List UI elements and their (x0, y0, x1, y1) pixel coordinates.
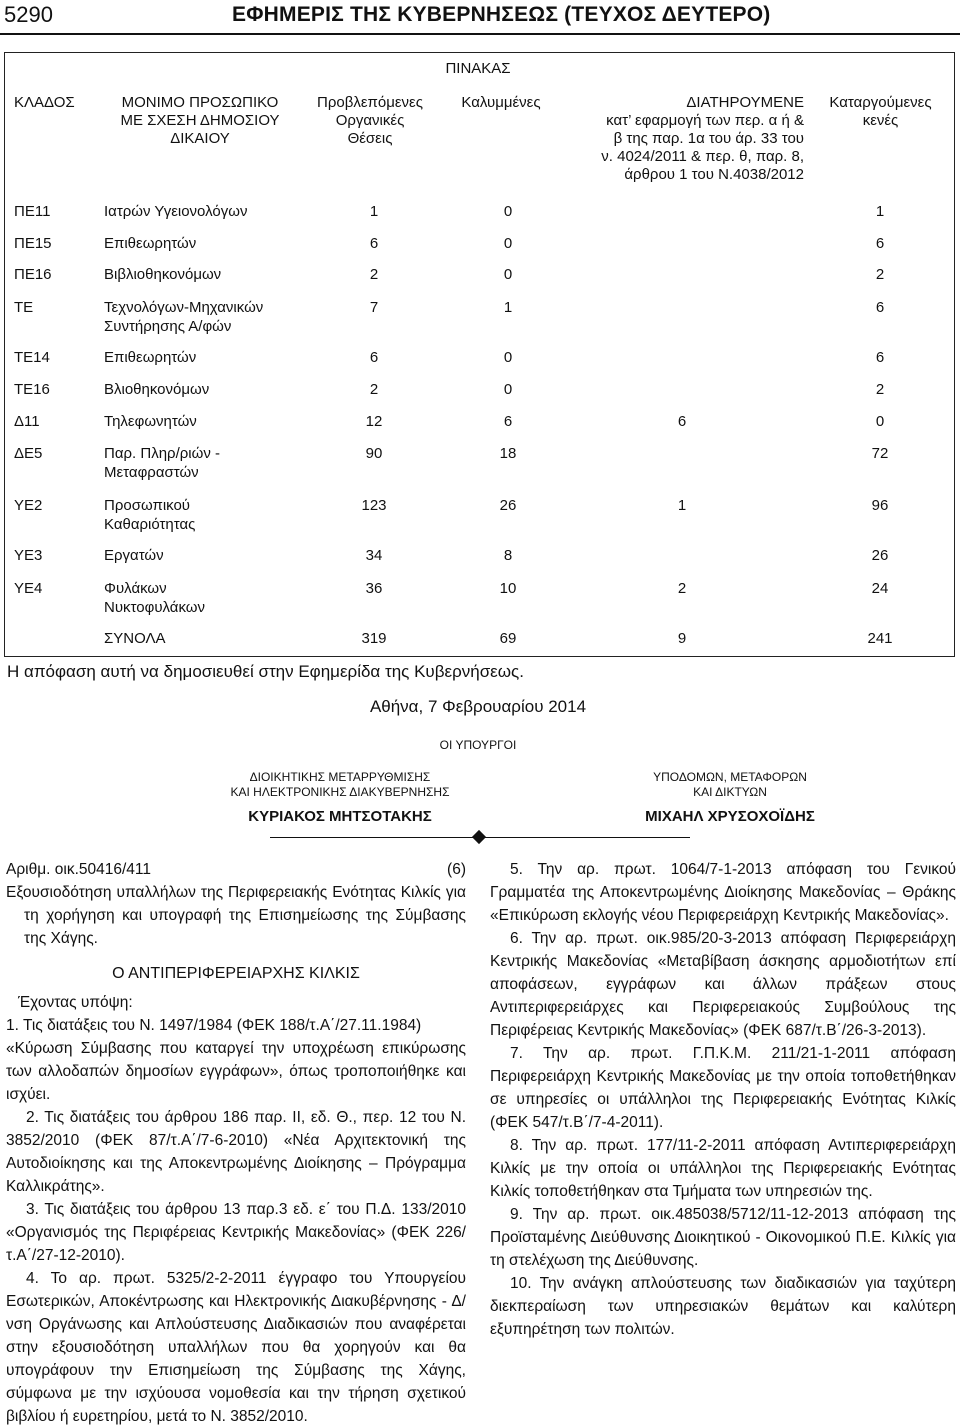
col-header-filled: Καλυμμένες (461, 94, 541, 111)
row-code: ΥΕ4 (14, 580, 43, 597)
paragraph-1b: «Κύρωση Σύμβασης που καταργεί την υποχρέωση επικύρωσης των αλλοδαπών δημοσίων εγγράφων», όπως τροποποιήθηκε και ισχύει. (6, 1040, 466, 1103)
row-abolished: 1 (875, 203, 885, 220)
row-code: ΠΕ11 (14, 203, 51, 220)
col-header-staff: ΜΟΝΙΜΟ ΠΡΟΣΩΠΙΚΟ ΜΕ ΣΧΕΣΗ ΔΗΜΟΣΙΟΥ ΔΙΚΑΙΟΥ (120, 94, 280, 147)
signature-block-left: ΔΙΟΙΚΗΤΙΚΗΣ ΜΕΤΑΡΡΥΘΜΙΣΗΣ ΚΑΙ ΗΛΕΚΤΡΟΝΙΚΗΣ ΔΙΑΚΥΒΕΡΝΗΣΗΣ ΚΥΡΙΑΚΟΣ ΜΗΤΣΟΤΑΚΗΣ (160, 770, 520, 825)
row-abolished: 6 (875, 349, 885, 366)
row-name: Τεχνολόγων-Μηχανικών Συντήρησης Α/φών (104, 299, 264, 335)
row-abolished: 72 (871, 445, 889, 462)
row-name: Βλιοθηκονόμων (104, 381, 210, 398)
col-header-provided: Προβλεπόμενες Οργανικές Θέσεις (317, 94, 423, 147)
row-filled: 8 (503, 547, 513, 564)
gazette-title: ΕΦΗΜΕΡΙΣ ΤΗΣ ΚΥΒΕΡΝΗΣΕΩΣ (ΤΕΥΧΟΣ ΔΕΥΤΕΡΟ) (232, 3, 771, 26)
having-regard: Έχοντας υπόψη: (18, 994, 133, 1011)
table-caption: ΠΙΝΑΚΑΣ (445, 60, 511, 77)
row-abolished: 0 (875, 413, 885, 430)
paragraph-3: 3. Τις διατάξεις του άρθρου 13 παρ.3 εδ. ε΄ του Π.Δ. 133/2010 «Οργανισμός της Περιφέρειας Κεντρικής Μακεδονίας» (ΦΕΚ 226/τ.Α΄/27-12-2010). (6, 1201, 466, 1264)
paragraph-5: 5. Την αρ. πρωτ. 1064/7-1-2013 απόφαση του Γενικού Γραμματέα της Αποκεντρωμένης Διοίκησης Μακεδονίας – Θράκης «Επικύρωση εκλογής νέου Περιφερειάρχη Κεντρικής Μακεδονίας». (490, 861, 956, 924)
row-filled: 0 (503, 381, 513, 398)
row-provided: 34 (365, 547, 383, 564)
row-provided: 2 (369, 266, 379, 283)
row-provided: 6 (369, 235, 379, 252)
page-header (0, 0, 960, 36)
decision-reference: Αριθμ. οικ.50416/411 (6) (6, 861, 466, 878)
place-date: Αθήνα, 7 Φεβρουαρίου 2014 (369, 697, 587, 716)
row-provided: 12 (365, 413, 383, 430)
row-filled: 0 (503, 266, 513, 283)
paragraph-2: 2. Τις διατάξεις του άρθρου 186 παρ. ΙΙ, εδ. Θ., περ. 12 του Ν. 3852/2010 (ΦΕΚ 87/τ.Α΄/7-6-2010) «Νέα Αρχιτεκτονική της Αυτοδιοίκησης και της Αποκεντρωμένης Διοίκησης – Πρόγραμμα Καλλικράτης». (6, 1109, 466, 1195)
row-code: ΤΕ14 (14, 349, 50, 366)
paragraph-4: 4. Το αρ. πρωτ. 5325/2-2-2011 έγγραφο του Υπουργείου Εσωτερικών, Αποκέντρωσης και Ηλεκτρονικής Διακυβέρνησης - Δ/νση Οργάνωσης και Απλούστευσης Διαδικασιών που αναφέρεται στην εξουσιοδότηση υπαλλήλων που θα χορηγούν και θα υπογράφουν την Επισημείωση της Σύμβασης της Χάγης, σύμφωνα με την ισχύουσα νομοθεσία και την τήρηση σχετικού βιβλίου ή ευρετηρίου, μετά το Ν. 3852/2010. (6, 1270, 466, 1425)
row-abolished: 6 (875, 299, 885, 316)
row-name: Παρ. Πληρ/ριών - Μεταφραστών (104, 445, 220, 481)
totals-retained: 9 (677, 630, 687, 647)
signature-block-right: ΥΠΟΔΟΜΩΝ, ΜΕΤΑΦΟΡΩΝ ΚΑΙ ΔΙΚΤΥΩΝ ΜΙΧΑΗΛ ΧΡΥΣΟΧΟΪΔΗΣ (550, 770, 910, 825)
diamond-ornament-icon (472, 830, 486, 844)
row-abolished: 26 (871, 547, 889, 564)
totals-filled: 69 (499, 630, 517, 647)
totals-provided: 319 (361, 630, 387, 647)
row-provided: 123 (361, 497, 387, 514)
row-filled: 0 (503, 349, 513, 366)
row-filled: 26 (499, 497, 517, 514)
row-abolished: 6 (875, 235, 885, 252)
paragraph-1a: 1. Τις διατάξεις του Ν. 1497/1984 (ΦΕΚ 188/τ.Α΄/27.11.1984) (6, 1017, 422, 1034)
header-rule (0, 33, 960, 35)
row-abolished: 2 (875, 381, 885, 398)
body-column-left (6, 858, 466, 1428)
row-code: ΤΕ16 (14, 381, 50, 398)
row-code: Δ11 (14, 413, 40, 430)
row-code: ΤΕ (14, 299, 34, 316)
row-filled: 0 (503, 203, 513, 220)
row-retained: 6 (677, 413, 687, 430)
row-name: Βιβλιοθηκονόμων (104, 266, 222, 283)
col-header-branch: ΚΛΑΔΟΣ (14, 94, 75, 111)
paragraph-6: 6. Την αρ. πρωτ. οικ.985/20-3-2013 απόφαση Περιφερειάρχη Κεντρικής Μακεδονίας «Μεταβίβαση άσκησης αρμοδιοτήτων επί αποφάσεων, εγγράφων και άλλων πράξεων στους Αντιπεριφερειάρχες και Περιφερειακούς Συμβούλους της Περιφέρειας Κεντρικής Μακεδονίας» (ΦΕΚ 687/τ.Β΄/26-3-2013). (490, 930, 956, 1039)
minister-name: ΚΥΡΙΑΚΟΣ ΜΗΤΣΟΤΑΚΗΣ (248, 808, 432, 825)
decision-subject: Εξουσιοδότηση υπαλλήλων της Περιφερειακής Ενότητας Κιλκίς για τη χορήγηση και υπογραφή της Επισημείωσης της Σύμβασης της Χάγης. (6, 884, 466, 947)
row-abolished: 96 (871, 497, 889, 514)
totals-abolished: 241 (867, 630, 893, 647)
row-provided: 90 (365, 445, 383, 462)
row-filled: 1 (503, 299, 513, 316)
row-name: Προσωπικού Καθαριότητας (104, 497, 196, 533)
row-filled: 18 (499, 445, 517, 462)
row-abolished: 2 (875, 266, 885, 283)
row-name: Τηλεφωνητών (104, 413, 197, 430)
paragraph-9: 9. Την αρ. πρωτ. οικ.485038/5712/11-12-2013 απόφαση της Προϊσταμένης Διεύθυνσης Διοικητικού - Οικονομικού Π.Ε. Κιλκίς για τη στελέχωση της Διεύθυνσης. (490, 1206, 956, 1269)
row-provided: 36 (365, 580, 383, 597)
row-code: ΥΕ2 (14, 497, 43, 514)
col-header-abolished: Καταργούμενες κενές (829, 94, 932, 129)
row-name: Επιθεωρητών (104, 349, 197, 366)
row-name: Εργατών (104, 547, 164, 564)
row-name: Επιθεωρητών (104, 235, 197, 252)
row-abolished: 24 (871, 580, 889, 597)
row-filled: 10 (499, 580, 517, 597)
totals-label: ΣΥΝΟΛΑ (104, 630, 166, 647)
paragraph-7: 7. Την αρ. πρωτ. Γ.Π.Κ.Μ. 211/21-1-2011 απόφαση Περιφερειάρχη Κεντρικής Μακεδονίας με την οποία τοποθετήθηκαν σε υπηρεσίες οι υπάλληλοι της Περιφερειακής Ενότητας Κιλκίς (ΦΕΚ 547/τ.Β΄/7-4-2011). (490, 1045, 956, 1131)
row-provided: 7 (369, 299, 379, 316)
row-code: ΠΕ16 (14, 266, 52, 283)
row-provided: 2 (369, 381, 379, 398)
row-retained: 1 (677, 497, 687, 514)
row-code: ΥΕ3 (14, 547, 43, 564)
page-number: 5290 (4, 2, 53, 27)
ministers-heading: ΟΙ ΥΠΟΥΡΓΟΙ (439, 738, 517, 752)
col-header-retained: ΔΙΑΤΗΡΟΥΜΕΝΕ κατ’ εφαρμογή των περ. α ή & β της παρ. 1α του άρ. 33 του ν. 4024/2011 & περ. θ, παρ. 8, άρθρου 1 του Ν.4038/2012 (601, 94, 804, 183)
row-provided: 6 (369, 349, 379, 366)
publication-notice: Η απόφαση αυτή να δημοσιευθεί στην Εφημερίδα της Κυβερνήσεως. (7, 662, 524, 681)
body-column-right (490, 858, 956, 1341)
row-code: ΠΕ15 (14, 235, 52, 252)
paragraph-10: 10. Την ανάγκη απλούστευσης των διαδικασιών για ταχύτερη διεκπεραίωση των υπηρεσιακών θεμάτων και καλύτερη εξυπηρέτηση των πολιτών. (490, 1275, 956, 1338)
issuing-authority: Ο ΑΝΤΙΠΕΡΙΦΕΡΕΙΑΡΧΗΣ ΚΙΛΚΙΣ (112, 965, 360, 982)
minister-name: ΜΙΧΑΗΛ ΧΡΥΣΟΧΟΪΔΗΣ (645, 808, 815, 825)
row-name: Ιατρών Υγειονολόγων (104, 203, 248, 220)
row-code: ΔΕ5 (14, 445, 43, 462)
row-retained: 2 (677, 580, 687, 597)
paragraph-8: 8. Την αρ. πρωτ. 177/11-2-2011 απόφαση Αντιπεριφερειάρχη Κιλκίς με την οποία οι υπάλληλοι της Περιφερειακής Ενότητας Κιλκίς τοποθετήθηκαν στα Τμήματα των υπηρεσιών της. (490, 1137, 956, 1200)
row-filled: 0 (503, 235, 513, 252)
row-provided: 1 (369, 203, 379, 220)
row-filled: 6 (503, 413, 513, 430)
row-name: Φυλάκων Νυκτοφυλάκων (104, 580, 205, 616)
